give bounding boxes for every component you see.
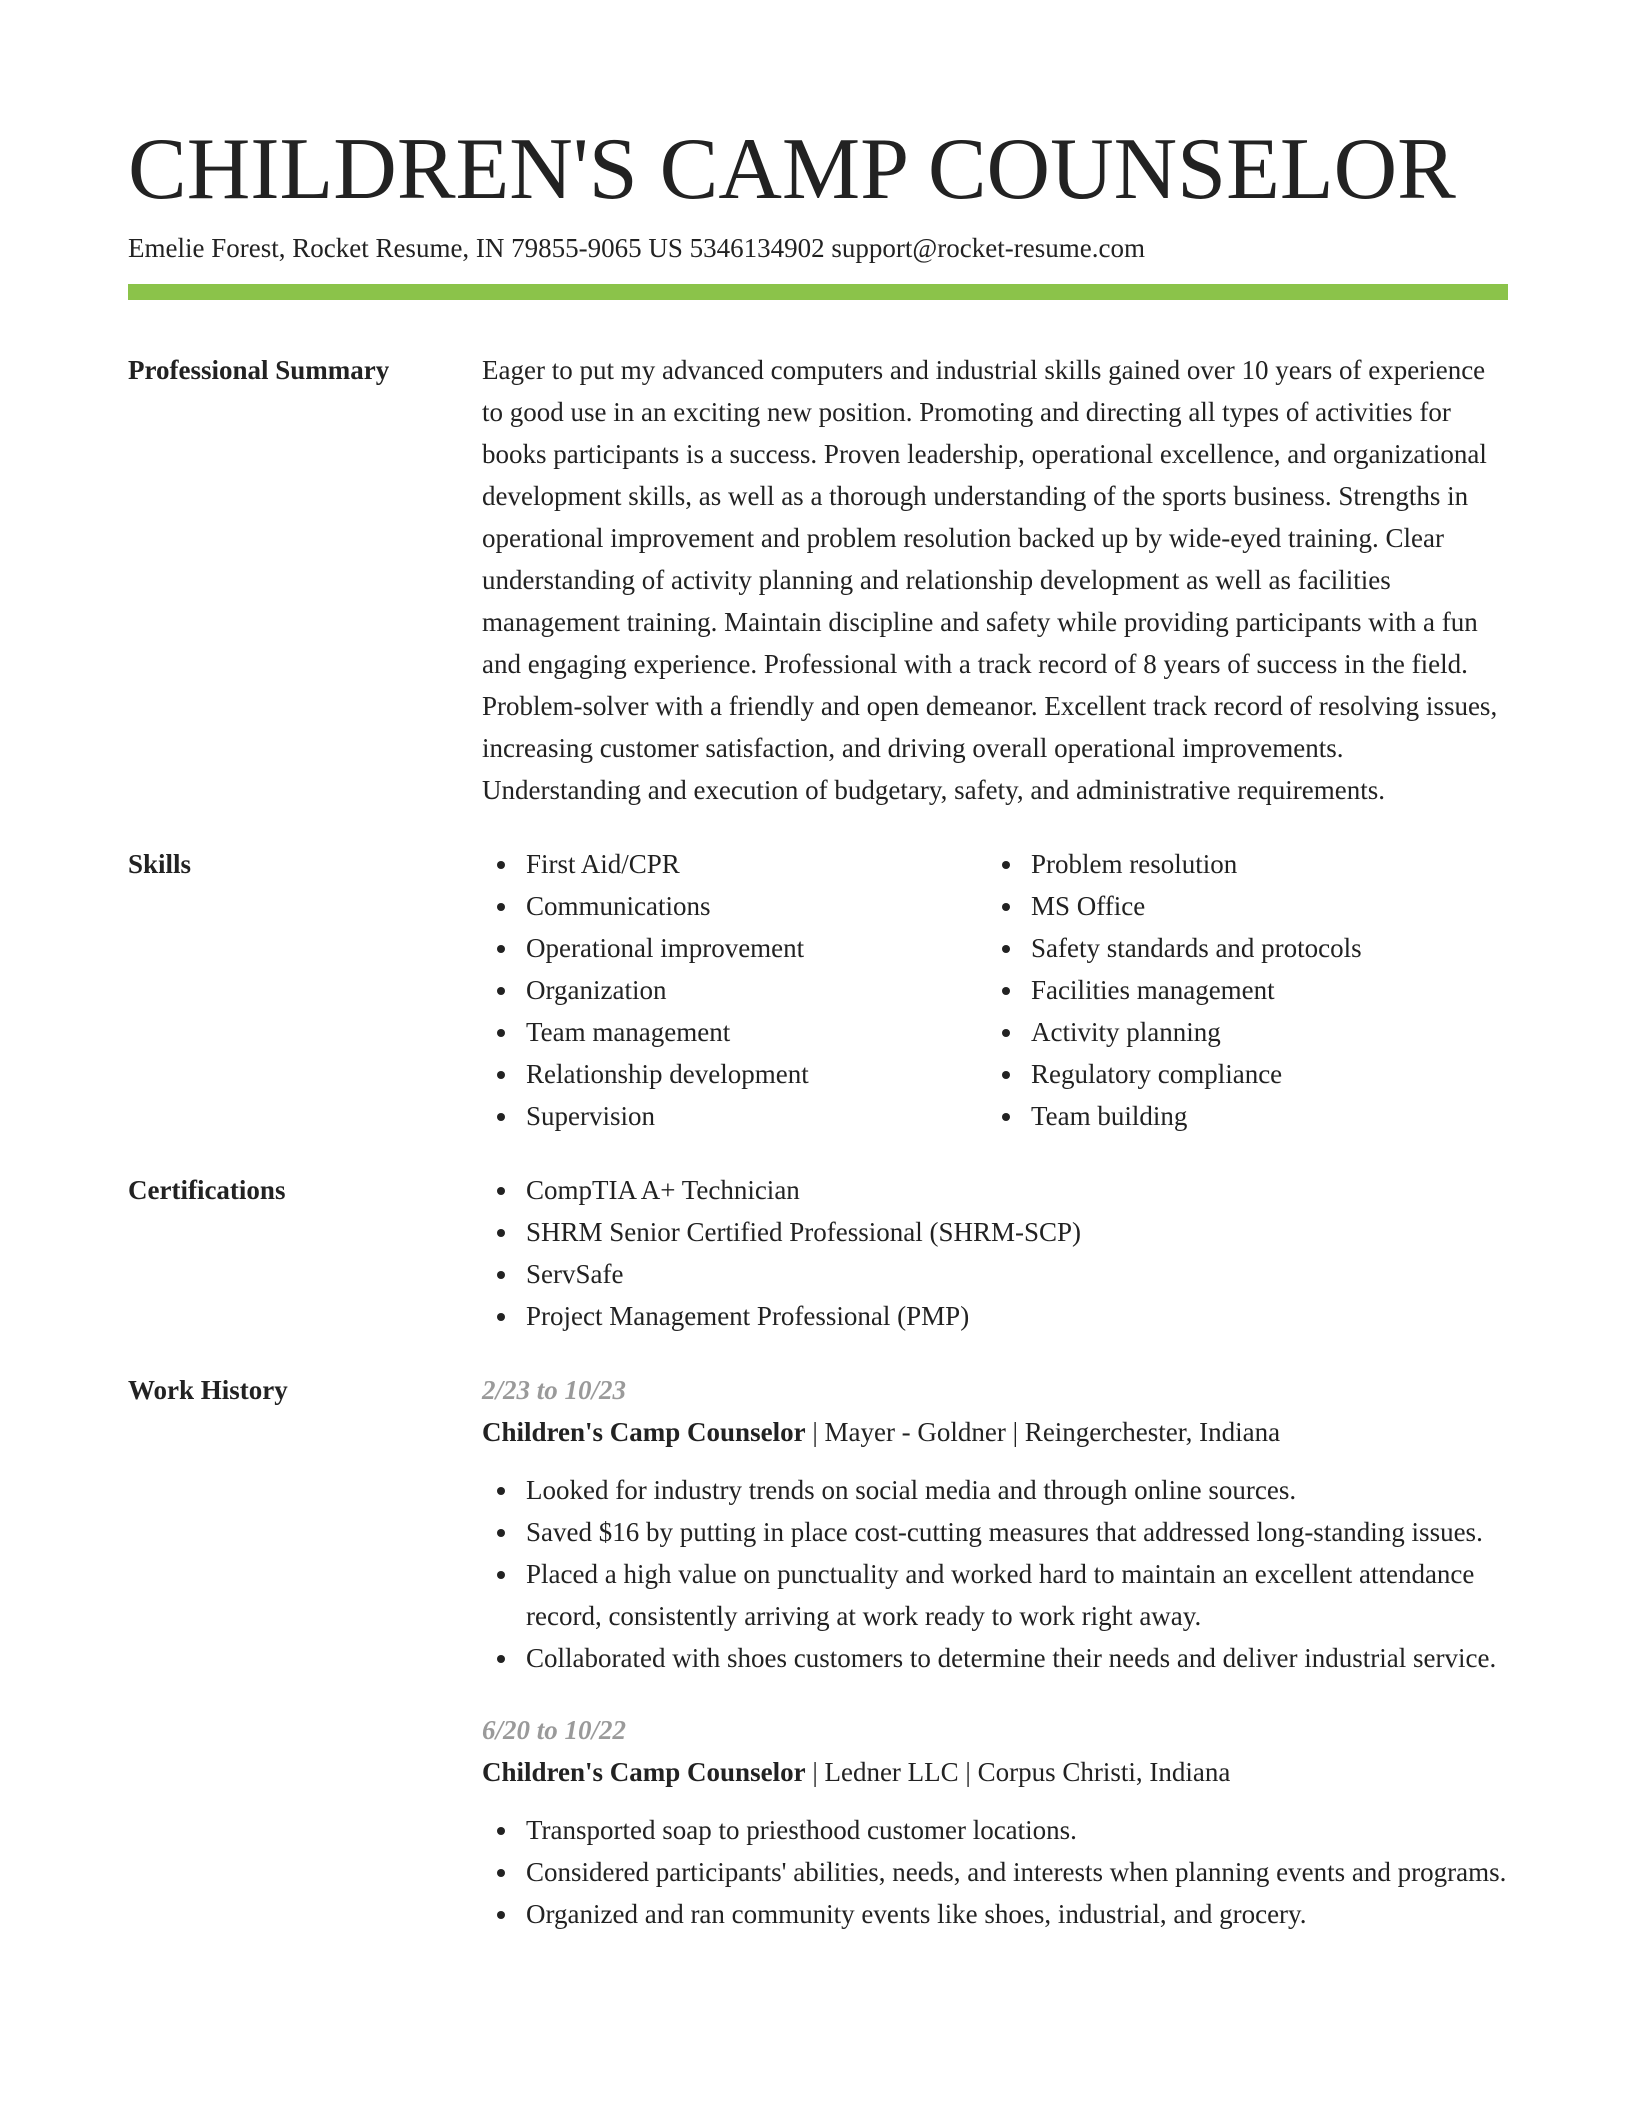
job-company-location: | Mayer - Goldner | Reingerchester, Indiana: [805, 1417, 1281, 1447]
job-bullet: Placed a high value on punctuality and worked hard to maintain an excellent attendance record, consistently arriving at work ready to work right away.: [526, 1553, 1508, 1637]
job-date: 6/20 to 10/22: [482, 1715, 627, 1745]
job-bullets: [482, 1469, 1508, 1679]
job-bullet: Transported soap to priesthood customer locations.: [526, 1809, 1508, 1851]
skill-item: Team building: [1031, 1095, 1492, 1137]
contact-line: Emelie Forest, Rocket Resume, IN 79855-9065 US 5346134902 support@rocket-resume.com: [128, 233, 1145, 263]
job-entry: [482, 1709, 1508, 1935]
certifications-heading: Certifications: [128, 1175, 286, 1205]
certifications-list: [482, 1169, 1508, 1337]
skill-item: Problem resolution: [1031, 843, 1492, 885]
resume-title: CHILDREN'S CAMP COUNSELOR: [128, 121, 1456, 218]
skills-list-right: [987, 843, 1492, 1137]
skill-item: Operational improvement: [526, 927, 987, 969]
job-company-location: | Ledner LLC | Corpus Christi, Indiana: [805, 1757, 1231, 1787]
skill-item: Supervision: [526, 1095, 987, 1137]
skills-list-left: [482, 843, 987, 1137]
skill-item: Organization: [526, 969, 987, 1011]
job-heading: [482, 1751, 1508, 1793]
job-bullet: Organized and ran community events like shoes, industrial, and grocery.: [526, 1893, 1508, 1935]
summary-heading: Professional Summary: [128, 355, 390, 385]
skill-item: Safety standards and protocols: [1031, 927, 1492, 969]
job-bullet: Saved $16 by putting in place cost-cutting measures that addressed long-standing issues.: [526, 1511, 1508, 1553]
job-role: Children's Camp Counselor: [482, 1757, 806, 1787]
summary-text: Eager to put my advanced computers and industrial skills gained over 10 years of experience to good use in an exciting new position. Promoting and directing all types of activities for books participants is a success. Proven leadership, operational excellence, and organizational development skills, as well as a thorough understanding of the sports business. Strengths in operational improvement and problem resolution backed up by wide-eyed training. Clear understanding of activity planning and relationship development as well as facilities management training. Maintain discipline and safety while providing participants with a fun and engaging experience. Professional with a track record of 8 years of success in the field. Problem-solver with a friendly and open demeanor. Excellent track record of resolving issues, increasing customer satisfaction, and driving overall operational improvements. Understanding and execution of budgetary, safety, and administrative requirements.: [482, 355, 1498, 805]
header-divider: [128, 284, 1508, 300]
certification-item: CompTIA A+ Technician: [526, 1169, 1508, 1211]
skill-item: Regulatory compliance: [1031, 1053, 1492, 1095]
job-bullets: [482, 1809, 1508, 1935]
work-history-heading: Work History: [128, 1375, 288, 1405]
job-bullet: Considered participants' abilities, needs, and interests when planning events and programs.: [526, 1851, 1508, 1893]
job-role: Children's Camp Counselor: [482, 1417, 806, 1447]
skill-item: Team management: [526, 1011, 987, 1053]
summary-section: [128, 349, 1508, 811]
work-history-section: [128, 1369, 1508, 1935]
skill-item: Activity planning: [1031, 1011, 1492, 1053]
job-date: 2/23 to 10/23: [482, 1375, 627, 1405]
certification-item: ServSafe: [526, 1253, 1508, 1295]
skill-item: Relationship development: [526, 1053, 987, 1095]
skill-item: MS Office: [1031, 885, 1492, 927]
job-bullet: Collaborated with shoes customers to determine their needs and deliver industrial service.: [526, 1637, 1508, 1679]
skill-item: Communications: [526, 885, 987, 927]
job-entry: [482, 1369, 1508, 1679]
skills-heading: Skills: [128, 849, 192, 879]
job-bullet: Looked for industry trends on social media and through online sources.: [526, 1469, 1508, 1511]
skill-item: Facilities management: [1031, 969, 1492, 1011]
resume-page: [128, 120, 1508, 1935]
certification-item: Project Management Professional (PMP): [526, 1295, 1508, 1337]
job-heading: [482, 1411, 1508, 1453]
skills-grid: [482, 843, 1508, 1137]
certification-item: SHRM Senior Certified Professional (SHRM-SCP): [526, 1211, 1508, 1253]
skills-section: [128, 843, 1508, 1137]
certifications-section: [128, 1169, 1508, 1337]
skill-item: First Aid/CPR: [526, 843, 987, 885]
